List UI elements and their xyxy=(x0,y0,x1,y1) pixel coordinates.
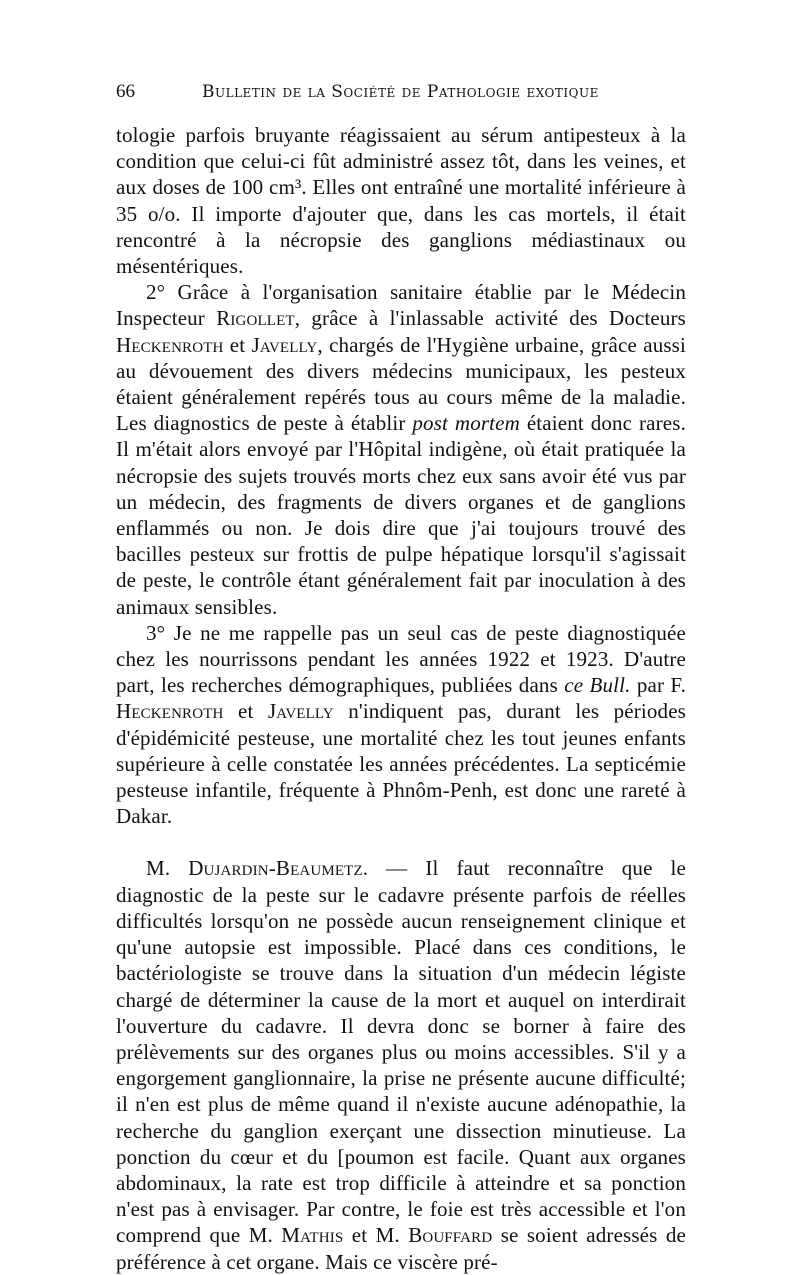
author-name: Mathis xyxy=(281,1223,344,1248)
author-name: Rigollet xyxy=(216,306,295,331)
text-run: 2° Grâce à l'organisation sanitaire établie par le Médecin Inspecteur xyxy=(116,280,686,331)
text-run: et xyxy=(223,332,252,357)
text-run: et M. xyxy=(343,1223,409,1248)
author-name: Heckenroth xyxy=(116,699,224,724)
text-run: et xyxy=(223,699,268,724)
text-run: étaient donc rares. Il m'était alors envoyé par l'Hôpital indigène, où était pratiquée la nécropsie des sujets trouvés morts chez eux sans avoir été vus par un médecin, des fragments de divers organes et de ganglions enflammés ou non. Je dois dire que j'ai toujours trouvé des bacilles pesteux sur frottis de pulpe hépatique lorsqu'il s'agissait de peste, le contrôle étant généralement fait par inoculation à des animaux sensibles. xyxy=(116,411,686,619)
italic-text: ce Bull. xyxy=(564,673,631,698)
text-run: se soient adressés de préférence à cet organe. Mais ce viscère pré- xyxy=(116,1223,686,1274)
text-run: tologie parfois bruyante réagissaient au sérum antipesteux à la condition que celui-ci fût administré assez tôt, dans les veines, et aux doses de 100 cm³. Elles ont entraîné une mortalité inférieure à 35 o/o. Il importe d'ajouter que, dans les cas mortels, il était rencontré à la nécropsie des ganglions médiastinaux ou mésentériques. xyxy=(116,123,686,279)
running-header xyxy=(116,76,686,108)
text-run: , chargés de l'Hygiène urbaine, grâce aussi au dévouement des divers médecins municipaux, les pesteux étaient généralement repérés tous au cours même de la maladie. Les diagnostics de peste à établir xyxy=(116,332,686,436)
paragraph-4 xyxy=(116,855,686,1274)
author-name: Javelly xyxy=(251,332,318,357)
paragraph-1 xyxy=(116,122,686,279)
text-run: n'indiquent pas, durant les périodes d'épidémicité pesteuse, une mortalité chez les tout jeunes enfants supérieure à celle constatée les années précédentes. La septicémie pesteuse infantile, fréquente à Phnôm-Penh, est donc une rareté à Dakar. xyxy=(116,699,686,829)
section-gap xyxy=(116,829,686,855)
text-run: par F. xyxy=(630,673,686,698)
author-name: Javelly xyxy=(267,699,334,724)
author-name: Bouffard xyxy=(408,1223,493,1248)
document-page xyxy=(116,76,686,1275)
text-run: 3° Je ne me rappelle pas un seul cas de peste diagnostiquée chez les nourrissons pendant les années 1922 et 1923. D'autre part, les recherches démographiques, publiées dans xyxy=(116,620,686,698)
text-run: . — Il faut reconnaître que le diagnostic de la peste sur le cadavre présente parfois de réelles difficultés lorsqu'on ne possède aucun renseignement clinique et qu'une autopsie est impossible. Placé dans ces conditions, le bactériologiste se trouve dans la situation d'un médecin légiste chargé de déterminer la cause de la mort et auquel on interdirait l'ouverture du cadavre. Il devra donc se borner à faire des prélèvements sur des organes plus ou moins accessibles. S'il y a engorgement ganglionnaire, la prise ne présente aucune difficulté; il n'en est plus de même quand il n'existe aucune adénopathie, la recherche du ganglion exerçant une dissection minutieuse. La ponction du cœur et du [poumon est facile. Quant aux organes abdominaux, la rate est trop difficile à atteindre et sa ponction n'est pas à envisager. Par contre, le foie est très accessible et l'on comprend que M. xyxy=(116,856,687,1248)
paragraph-2 xyxy=(116,279,686,620)
author-name: Dujardin-Beaumetz xyxy=(188,856,363,881)
journal-title: Bulletin de la Société de Pathologie exotique xyxy=(202,82,599,102)
body-text xyxy=(116,122,686,1275)
author-name: Heckenroth xyxy=(116,332,224,357)
paragraph-3 xyxy=(116,620,686,830)
page-number: 66 xyxy=(116,81,135,102)
italic-text: post mortem xyxy=(412,411,520,436)
text-run: , grâce à l'inlassable activité des Docteurs xyxy=(294,306,687,331)
text-run: M. xyxy=(146,856,189,881)
